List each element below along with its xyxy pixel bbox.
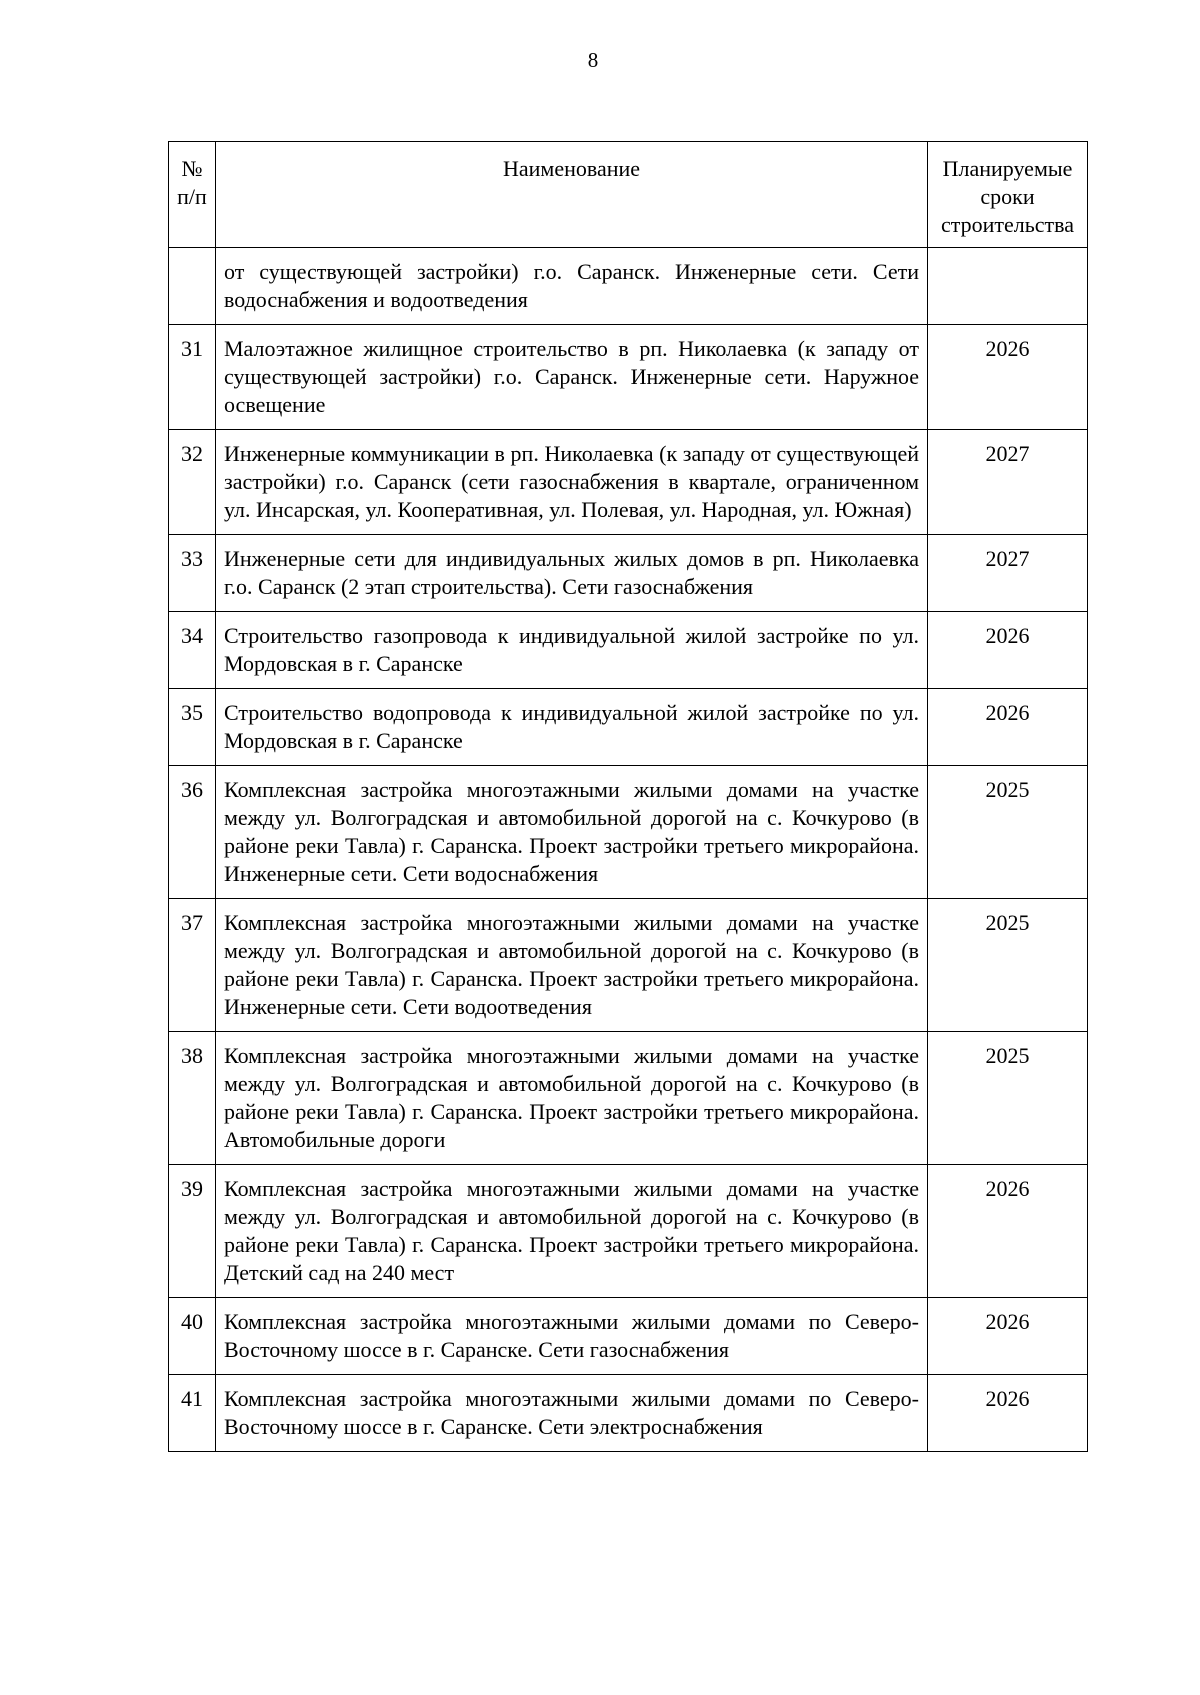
row-name: Комплексная застройка многоэтажными жилыми домами по Северо-Восточному шоссе в г. Саранске. Сети электроснабжения <box>216 1375 928 1452</box>
row-number: 40 <box>169 1298 216 1375</box>
header-number: № п/п <box>169 142 216 248</box>
table-row <box>169 535 1088 612</box>
row-number: 34 <box>169 612 216 689</box>
row-number: 35 <box>169 689 216 766</box>
table-row <box>169 430 1088 535</box>
table-row <box>169 248 1088 325</box>
row-number: 32 <box>169 430 216 535</box>
header-name: Наименование <box>216 142 928 248</box>
row-term: 2027 <box>928 535 1088 612</box>
row-term: 2026 <box>928 1165 1088 1298</box>
row-name: Комплексная застройка многоэтажными жилыми домами на участке между ул. Волгоградская и автомобильной дорогой на с. Кочкурово (в районе реки Тавла) г. Саранска. Проект застройки третьего микрорайона. Инженерные сети. Сети водоснабжения <box>216 766 928 899</box>
table-row <box>169 325 1088 430</box>
row-term: 2027 <box>928 430 1088 535</box>
row-name: Строительство водопровода к индивидуальной жилой застройке по ул. Мордовская в г. Саранске <box>216 689 928 766</box>
table-row <box>169 612 1088 689</box>
row-term: 2025 <box>928 766 1088 899</box>
header-planned-term: Планируемые сроки строительства <box>928 142 1088 248</box>
page-number: 8 <box>587 48 599 72</box>
row-term: 2026 <box>928 1298 1088 1375</box>
row-number: 31 <box>169 325 216 430</box>
row-name: Малоэтажное жилищное строительство в рп. Николаевка (к западу от существующей застройки) г.о. Саранск. Инженерные сети. Наружное освещение <box>216 325 928 430</box>
row-term: 2026 <box>928 1375 1088 1452</box>
row-name: Инженерные коммуникации в рп. Николаевка (к западу от существующей застройки) г.о. Саранск (сети газоснабжения в квартале, ограниченном ул. Инсарская, ул. Кооперативная, ул. Полевая, ул. Народная, ул. Южная) <box>216 430 928 535</box>
row-number: 36 <box>169 766 216 899</box>
row-term: 2026 <box>928 612 1088 689</box>
row-number <box>169 248 216 325</box>
table-header-row <box>169 142 1088 248</box>
table-row <box>169 1165 1088 1298</box>
row-term <box>928 248 1088 325</box>
row-name: Комплексная застройка многоэтажными жилыми домами на участке между ул. Волгоградская и автомобильной дорогой на с. Кочкурово (в районе реки Тавла) г. Саранска. Проект застройки третьего микрорайона. Автомобильные дороги <box>216 1032 928 1165</box>
row-number: 37 <box>169 899 216 1032</box>
table-row <box>169 899 1088 1032</box>
row-name: Строительство газопровода к индивидуальной жилой застройке по ул. Мордовская в г. Саранске <box>216 612 928 689</box>
row-number: 41 <box>169 1375 216 1452</box>
row-name: от существующей застройки) г.о. Саранск. Инженерные сети. Сети водоснабжения и водоотведения <box>216 248 928 325</box>
table-row <box>169 1298 1088 1375</box>
row-number: 33 <box>169 535 216 612</box>
row-term: 2025 <box>928 1032 1088 1165</box>
row-name: Инженерные сети для индивидуальных жилых домов в рп. Николаевка г.о. Саранск (2 этап строительства). Сети газоснабжения <box>216 535 928 612</box>
row-term: 2026 <box>928 325 1088 430</box>
row-term: 2026 <box>928 689 1088 766</box>
row-name: Комплексная застройка многоэтажными жилыми домами на участке между ул. Волгоградская и автомобильной дорогой на с. Кочкурово (в районе реки Тавла) г. Саранска. Проект застройки третьего микрорайона. Инженерные сети. Сети водоотведения <box>216 899 928 1032</box>
row-number: 38 <box>169 1032 216 1165</box>
row-term: 2025 <box>928 899 1088 1032</box>
table-row <box>169 1032 1088 1165</box>
row-number: 39 <box>169 1165 216 1298</box>
row-name: Комплексная застройка многоэтажными жилыми домами на участке между ул. Волгоградская и автомобильной дорогой на с. Кочкурово (в районе реки Тавла) г. Саранска. Проект застройки третьего микрорайона. Детский сад на 240 мест <box>216 1165 928 1298</box>
table-row <box>169 1375 1088 1452</box>
table-row <box>169 766 1088 899</box>
table-row <box>169 689 1088 766</box>
construction-schedule-table <box>168 141 1088 1452</box>
row-name: Комплексная застройка многоэтажными жилыми домами по Северо-Восточному шоссе в г. Саранске. Сети газоснабжения <box>216 1298 928 1375</box>
